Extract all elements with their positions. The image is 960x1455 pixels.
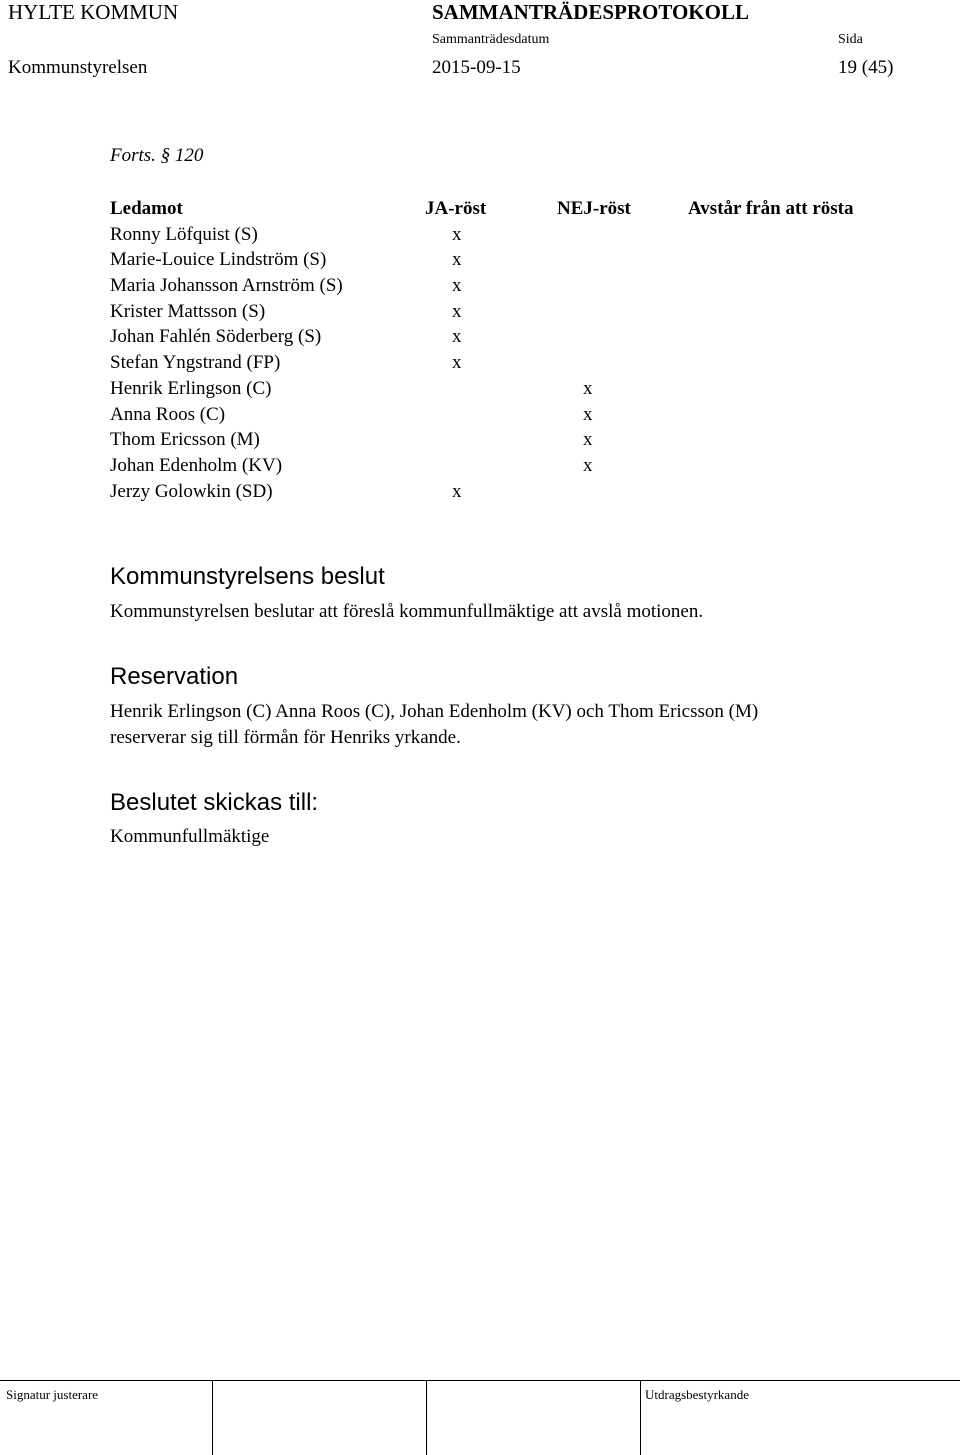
no-vote-mark: x [583, 429, 593, 451]
yes-vote-mark: x [452, 352, 462, 374]
body-name: Kommunstyrelsen [8, 57, 148, 78]
header-yes-vote: JA-röst [425, 198, 487, 219]
reservation-text-line1: Henrik Erlingson (C) Anna Roos (C), Johan Edenholm (KV) och Thom Ericsson (M) [110, 701, 759, 722]
meeting-date: 2015-09-15 [432, 57, 521, 78]
yes-vote-mark: x [452, 300, 462, 322]
header-no-vote: NEJ-röst [557, 198, 631, 219]
member-name: Ronny Löfquist (S) [110, 223, 258, 245]
member-name: Thom Ericsson (M) [110, 429, 260, 451]
document-title: SAMMANTRÄDESPROTOKOLL [432, 0, 749, 24]
signature-footer [0, 1380, 960, 1455]
page-label: Sida [838, 32, 863, 47]
continuation-note: Forts. § 120 [110, 145, 204, 166]
signature-box-1 [212, 1381, 213, 1455]
no-vote-mark: x [583, 403, 593, 425]
extract-box [640, 1381, 641, 1455]
organization-name: HYLTE KOMMUN [8, 0, 179, 24]
extract-label: Utdragsbestyrkande [645, 1387, 749, 1402]
member-name: Jerzy Golowkin (SD) [110, 480, 273, 502]
member-name: Anna Roos (C) [110, 403, 226, 425]
member-name: Henrik Erlingson (C) [110, 377, 272, 399]
no-vote-mark: x [583, 377, 593, 399]
reservation-heading: Reservation [110, 663, 239, 690]
member-name: Maria Johansson Arnström (S) [110, 275, 343, 297]
signature-box-2 [426, 1381, 427, 1455]
no-vote-mark: x [583, 454, 593, 476]
yes-vote-mark: x [452, 480, 462, 502]
yes-vote-mark: x [452, 326, 462, 348]
page-number: 19 (45) [838, 57, 894, 78]
yes-vote-mark: x [452, 249, 462, 271]
header-member: Ledamot [110, 198, 183, 219]
meeting-date-label: Sammanträdesdatum [432, 32, 550, 47]
header-abstain: Avstår från att rösta [688, 198, 854, 219]
member-name: Stefan Yngstrand (FP) [110, 352, 281, 374]
member-name: Marie-Louice Lindström (S) [110, 249, 327, 271]
yes-vote-mark: x [452, 275, 462, 297]
member-name: Krister Mattsson (S) [110, 300, 266, 322]
sent-to-heading: Beslutet skickas till: [110, 789, 319, 816]
signature-label: Signatur justerare [6, 1387, 99, 1402]
member-name: Johan Edenholm (KV) [110, 454, 283, 476]
decision-heading: Kommunstyrelsens beslut [110, 563, 385, 590]
member-name: Johan Fahlén Söderberg (S) [110, 326, 322, 348]
reservation-text-line2: reserverar sig till förmån för Henriks yrkande. [110, 727, 461, 748]
decision-text: Kommunstyrelsen beslutar att föreslå kommunfullmäktige att avslå motionen. [110, 601, 704, 622]
yes-vote-mark: x [452, 223, 462, 245]
sent-to-recipient: Kommunfullmäktige [110, 826, 270, 847]
